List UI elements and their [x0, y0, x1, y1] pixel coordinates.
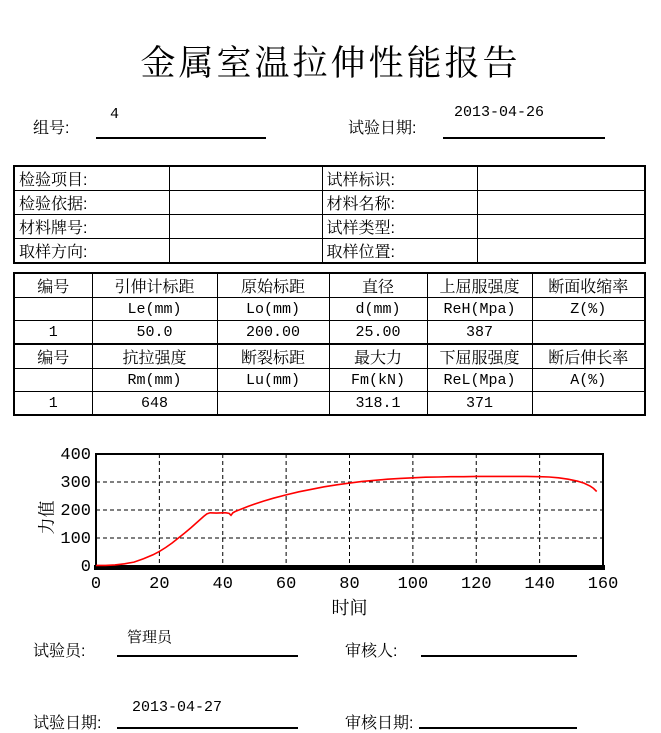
- results-header-cell: 上屈服强度: [427, 273, 532, 298]
- tester-label: 试验员:: [33, 643, 86, 660]
- table-row: [14, 369, 645, 392]
- results-header-cell: 原始标距: [217, 273, 329, 298]
- results-value-cell: 648: [92, 392, 217, 416]
- info-label-cell: 试样标识:: [322, 166, 477, 191]
- chart-gridlines: [96, 454, 603, 566]
- svg-text:80: 80: [339, 575, 360, 594]
- review-date-label: 审核日期:: [345, 715, 414, 732]
- svg-text:100: 100: [397, 575, 429, 594]
- results-value-cell: 371: [427, 392, 532, 416]
- tester-line: [117, 655, 298, 657]
- test-date-label: 试验日期:: [348, 120, 417, 137]
- info-label-cell: 试样类型:: [322, 215, 477, 239]
- results-unit-cell: A(%): [532, 369, 645, 392]
- results-unit-cell: Le(mm): [92, 298, 217, 321]
- results-header-cell: 直径: [329, 273, 427, 298]
- svg-text:160: 160: [587, 575, 619, 594]
- test-date2-value: 2013-04-27: [132, 699, 223, 716]
- specimen-info-table: [13, 165, 646, 264]
- results-header-cell: 最大力: [329, 344, 427, 369]
- test-date2-label: 试验日期:: [33, 715, 102, 732]
- table-row: [14, 239, 645, 264]
- svg-text:40: 40: [212, 575, 233, 594]
- info-value-cell: [477, 191, 645, 215]
- svg-text:140: 140: [524, 575, 555, 594]
- results-value-cell: 25.00: [329, 321, 427, 345]
- results-unit-cell: Lu(mm): [217, 369, 329, 392]
- results-header-cell: 编号: [14, 273, 92, 298]
- results-unit-cell: ReL(Mpa): [427, 369, 532, 392]
- svg-text:400: 400: [60, 446, 91, 465]
- test-date2-line: [117, 727, 298, 729]
- chart-y-axis-label: 力值: [37, 500, 57, 535]
- svg-text:20: 20: [149, 575, 170, 594]
- info-label-cell: 取样位置:: [322, 239, 477, 264]
- svg-text:100: 100: [60, 530, 91, 549]
- test-date-line: [443, 137, 605, 139]
- table-row: [14, 166, 645, 191]
- info-value-cell: [477, 239, 645, 264]
- results-header-cell: 断面收缩率: [532, 273, 645, 298]
- info-label-cell: 材料牌号:: [14, 215, 169, 239]
- results-header-cell: 断裂标距: [217, 344, 329, 369]
- page-title: 金属室温拉伸性能报告: [140, 44, 521, 83]
- info-value-cell: [169, 191, 322, 215]
- svg-text:300: 300: [60, 474, 91, 493]
- svg-text:200: 200: [60, 502, 91, 521]
- reviewer-label: 审核人:: [345, 643, 398, 660]
- results-unit-cell: Fm(kN): [329, 369, 427, 392]
- table-row: [14, 298, 645, 321]
- results-unit-cell: d(mm): [329, 298, 427, 321]
- results-value-cell: 1: [14, 392, 92, 416]
- results-header-cell: 断后伸长率: [532, 344, 645, 369]
- results-value-cell: [217, 392, 329, 416]
- info-value-cell: [477, 166, 645, 191]
- table-row: [14, 215, 645, 239]
- results-value-cell: 50.0: [92, 321, 217, 345]
- info-value-cell: [169, 166, 322, 191]
- force-curve: [96, 476, 597, 565]
- review-date-line: [419, 727, 577, 729]
- info-label-cell: 取样方向:: [14, 239, 169, 264]
- table-row: [14, 273, 645, 298]
- results-unit-cell: [14, 369, 92, 392]
- table-row: [14, 191, 645, 215]
- chart-x-tick-labels: [91, 575, 618, 594]
- table-row: [14, 321, 645, 345]
- info-label-cell: 检验依据:: [14, 191, 169, 215]
- results-value-cell: 1: [14, 321, 92, 345]
- test-results-table: [13, 272, 646, 416]
- test-date-value: 2013-04-26: [454, 104, 545, 121]
- info-value-cell: [169, 215, 322, 239]
- info-value-cell: [169, 239, 322, 264]
- group-number-value: 4: [110, 106, 120, 123]
- info-value-cell: [477, 215, 645, 239]
- info-label-cell: 材料名称:: [322, 191, 477, 215]
- results-value-cell: 200.00: [217, 321, 329, 345]
- results-header-cell: 引伸计标距: [92, 273, 217, 298]
- results-value-cell: 387: [427, 321, 532, 345]
- svg-text:0: 0: [80, 558, 91, 577]
- reviewer-line: [421, 655, 577, 657]
- svg-text:0: 0: [90, 575, 102, 594]
- results-header-cell: 抗拉强度: [92, 344, 217, 369]
- svg-text:60: 60: [275, 575, 297, 594]
- info-label-cell: 检验项目:: [14, 166, 169, 191]
- results-value-cell: [532, 321, 645, 345]
- table-row: [14, 392, 645, 416]
- tester-value: 管理员: [127, 629, 173, 646]
- results-unit-cell: Rm(mm): [92, 369, 217, 392]
- chart-x-axis-label: 时间: [331, 598, 368, 618]
- results-unit-cell: Z(%): [532, 298, 645, 321]
- chart-x-axis: [94, 565, 605, 570]
- results-header-cell: 下屈服强度: [427, 344, 532, 369]
- results-unit-cell: ReH(Mpa): [427, 298, 532, 321]
- results-value-cell: [532, 392, 645, 416]
- group-number-label: 组号:: [33, 120, 70, 137]
- group-number-line: [96, 137, 266, 139]
- table-row: [14, 344, 645, 369]
- results-unit-cell: Lo(mm): [217, 298, 329, 321]
- results-header-cell: 编号: [14, 344, 92, 369]
- results-unit-cell: [14, 298, 92, 321]
- chart-y-tick-labels: [60, 446, 91, 577]
- results-value-cell: 318.1: [329, 392, 427, 416]
- svg-text:120: 120: [460, 575, 492, 594]
